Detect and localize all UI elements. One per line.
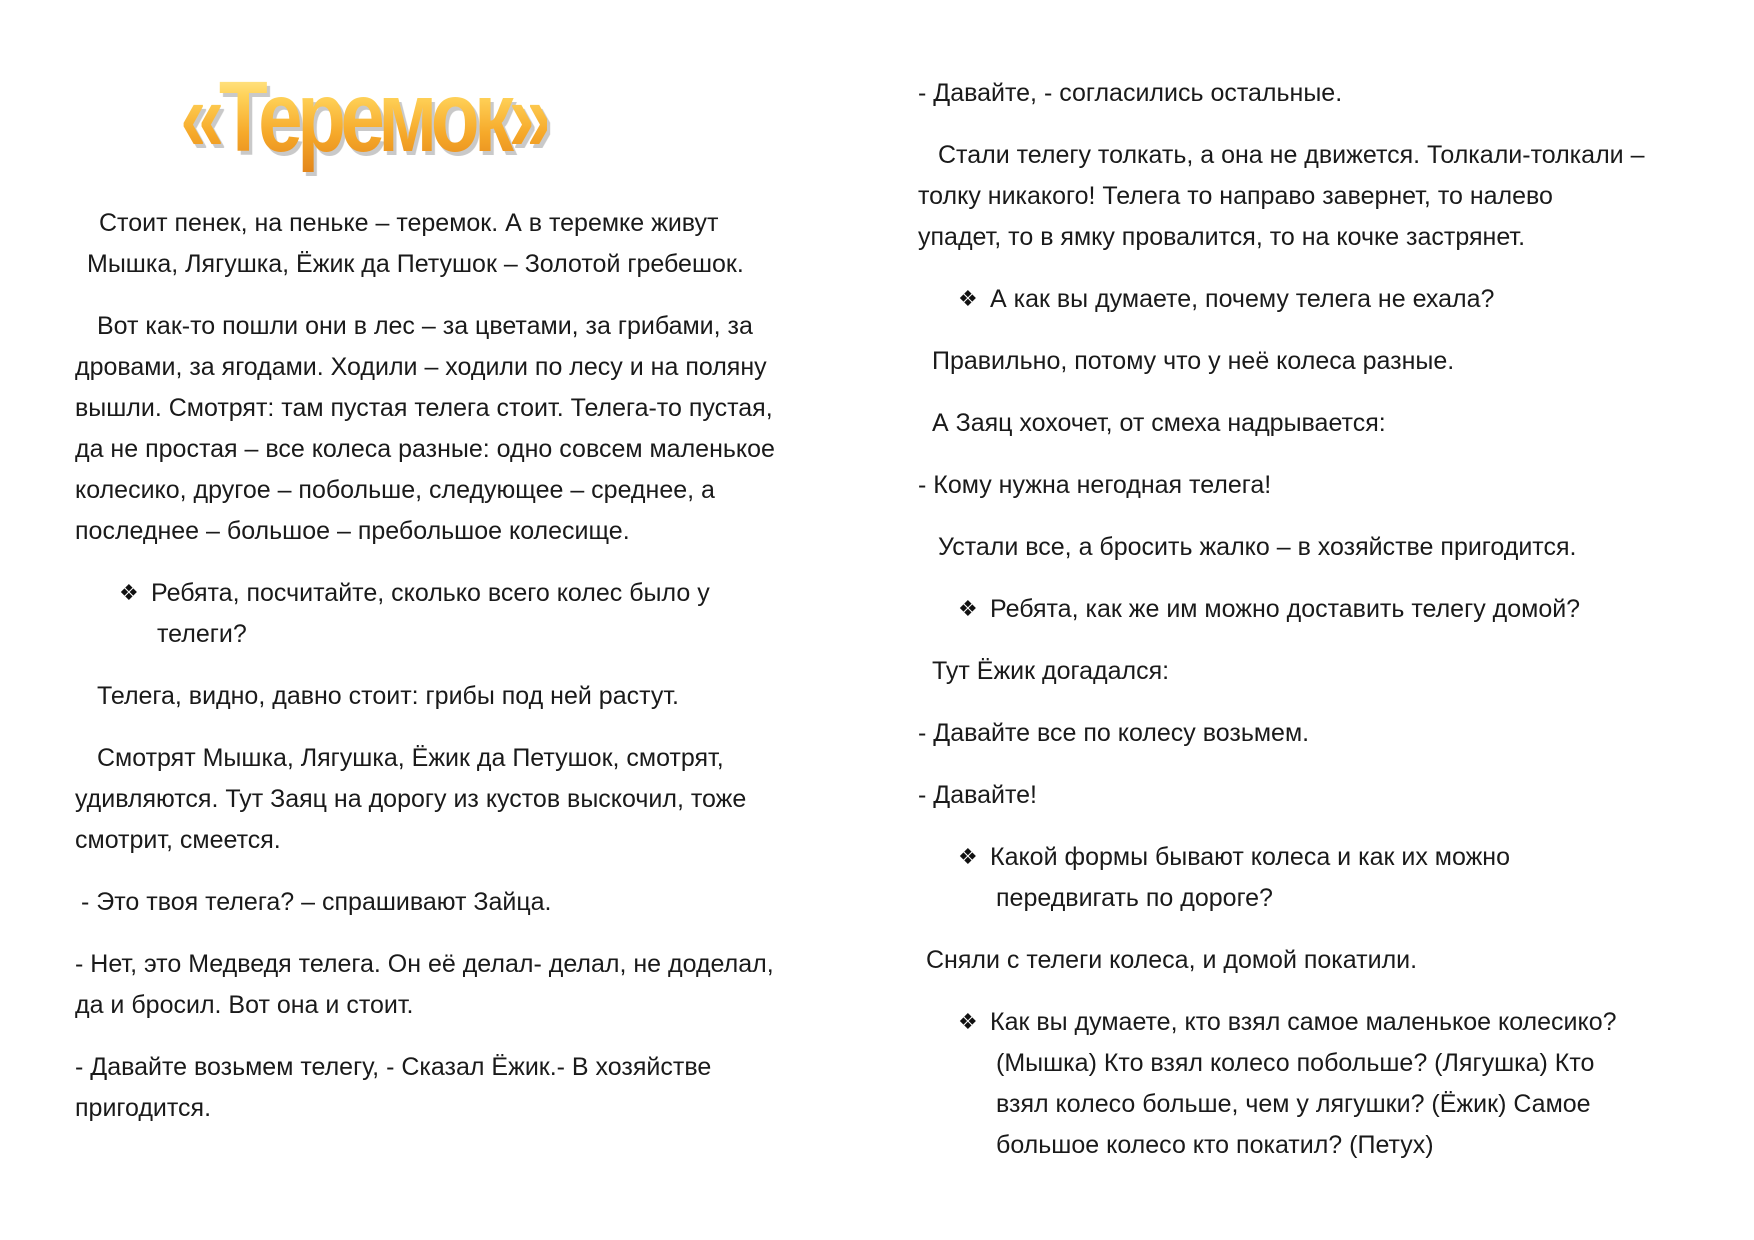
text-line: Стали телегу толкать, а она не движется. Толкали-толкали – xyxy=(938,141,1645,169)
text-line: А как вы думаете, почему телега не ехала? xyxy=(990,285,1495,313)
paragraph xyxy=(75,882,552,923)
text-line: большое колесо кто покатил? (Петух) xyxy=(996,1131,1434,1159)
text-line: Телега, видно, давно стоит: грибы под ней растут. xyxy=(97,682,679,710)
text-line: Смотрят Мышка, Лягушка, Ёжик да Петушок, смотрят, xyxy=(97,744,724,772)
question-text xyxy=(151,573,710,655)
text-line: удивляются. Тут Заяц на дорогу из кустов выскочил, тоже xyxy=(75,785,747,813)
paragraph xyxy=(75,676,679,717)
text-line: телеги? xyxy=(157,620,247,648)
paragraph xyxy=(932,403,1386,444)
text-line: - Кому нужна негодная телега! xyxy=(918,471,1272,499)
text-line: смотрит, смеется. xyxy=(75,826,281,854)
text-line: да и бросил. Вот она и стоит. xyxy=(75,991,414,1019)
text-line: Устали все, а бросить жалко – в хозяйстве пригодится. xyxy=(938,533,1577,561)
text-line: Стоит пенек, на пеньке – теремок. А в теремке живут xyxy=(99,209,719,237)
question-text xyxy=(990,837,1510,919)
text-line: Правильно, потому что у неё колеса разные. xyxy=(932,347,1455,375)
text-line: передвигать по дороге? xyxy=(996,884,1273,912)
paragraph xyxy=(918,713,1309,754)
text-line: пригодится. xyxy=(75,1094,212,1122)
text-line: Какой формы бывают колеса и как их можно xyxy=(990,843,1511,871)
text-line: Тут Ёжик догадался: xyxy=(932,657,1170,685)
text-line: Как вы думаете, кто взял самое маленькое колесико? xyxy=(990,1008,1617,1036)
paragraph xyxy=(75,738,746,861)
question-text xyxy=(990,1002,1617,1166)
text-line: дровами, за ягодами. Ходили – ходили по лесу и на поляну xyxy=(75,353,767,381)
four-diamond-bullet-icon: ❖ xyxy=(958,1010,978,1035)
paragraph xyxy=(932,341,1454,382)
text-line: упадет, то в ямку провалится, то на кочке застрянет. xyxy=(918,223,1526,251)
text-line: взял колесо больше, чем у лягушки? (Ёжик) Самое xyxy=(996,1090,1591,1118)
text-line: Мышка, Лягушка, Ёжик да Петушок – Золотой гребешок. xyxy=(87,250,744,278)
paragraph xyxy=(75,306,775,552)
text-line: - Это твоя телега? – спрашивают Зайца. xyxy=(81,888,552,916)
text-line: Ребята, как же им можно доставить телегу домой? xyxy=(990,595,1581,623)
paragraph xyxy=(918,775,1037,816)
paragraph xyxy=(87,203,744,285)
title-block xyxy=(180,62,700,182)
paragraph xyxy=(918,135,1644,258)
question-text xyxy=(990,279,1494,320)
page-title: «Теремок» xyxy=(180,61,548,173)
question-text xyxy=(990,589,1580,630)
text-line: последнее – большое – пребольшое колесище. xyxy=(75,517,630,545)
text-line: - Давайте, - согласились остальные. xyxy=(918,79,1343,107)
paragraph xyxy=(926,940,1417,981)
text-line: вышли. Смотрят: там пустая телега стоит. Телега-то пустая, xyxy=(75,394,773,422)
question-bullet xyxy=(958,1002,1678,1166)
text-line: колесико, другое – побольше, следующее – среднее, а xyxy=(75,476,715,504)
text-line: А Заяц хохочет, от смеха надрывается: xyxy=(932,409,1386,437)
four-diamond-bullet-icon: ❖ xyxy=(958,845,978,870)
text-line: - Давайте! xyxy=(918,781,1037,809)
paragraph xyxy=(75,1047,711,1129)
paragraph xyxy=(75,944,774,1026)
text-line: (Мышка) Кто взял колесо побольше? (Лягушка) Кто xyxy=(996,1049,1595,1077)
four-diamond-bullet-icon: ❖ xyxy=(119,581,139,606)
paragraph xyxy=(932,651,1169,692)
four-diamond-bullet-icon: ❖ xyxy=(958,597,978,622)
question-bullet xyxy=(119,573,819,655)
text-line: - Давайте возьмем телегу, - Сказал Ёжик.- В хозяйстве xyxy=(75,1053,712,1081)
text-line: Сняли с телеги колеса, и домой покатили. xyxy=(926,946,1418,974)
four-diamond-bullet-icon: ❖ xyxy=(958,287,978,312)
question-bullet xyxy=(958,837,1658,919)
question-bullet xyxy=(958,589,1658,630)
text-line: да не простая – все колеса разные: одно совсем маленькое xyxy=(75,435,775,463)
text-line: Ребята, посчитайте, сколько всего колес было у xyxy=(151,579,710,607)
paragraph xyxy=(938,527,1576,568)
question-bullet xyxy=(958,279,1658,320)
text-line: - Нет, это Медведя телега. Он её делал- делал, не доделал, xyxy=(75,950,774,978)
paragraph xyxy=(918,465,1271,506)
text-line: Вот как-то пошли они в лес – за цветами, за грибами, за xyxy=(97,312,753,340)
text-line: толку никакого! Телега то направо завернет, то налево xyxy=(918,182,1553,210)
text-line: - Давайте все по колесу возьмем. xyxy=(918,719,1310,747)
paragraph xyxy=(918,73,1342,114)
